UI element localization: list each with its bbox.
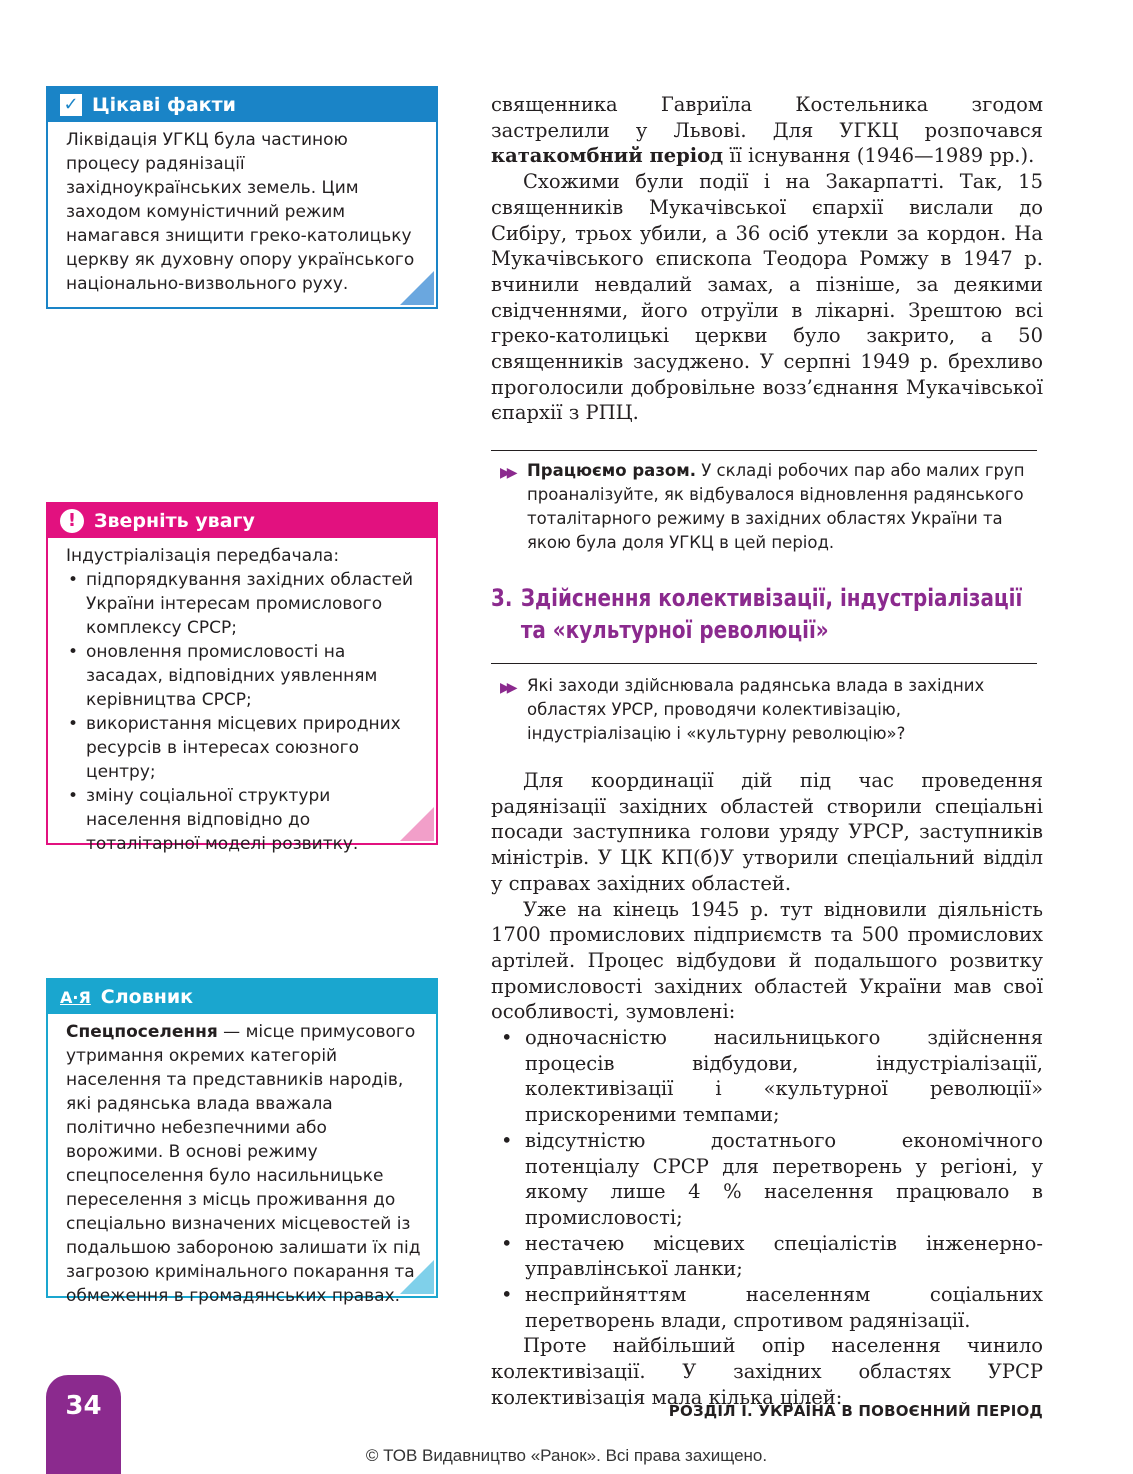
glossary-title: Словник <box>100 986 194 1008</box>
paragraph: священника Гавриїла Костельника згодом застрелили у Львові. Для УГКЦ розпочався катакомбний період її існування (1946—1989 рр.). <box>491 93 1043 168</box>
group-task <box>500 459 1040 555</box>
list-item: • використання місцевих природних ресурсів в інтересах союзного центру; <box>66 712 422 784</box>
list-item: • відсутністю достатнього економічного потенціалу СРСР для перетворень у регіоні, у якому лише 4 % населення працювало в промисловості; <box>491 1128 1043 1231</box>
double-arrow-icon: ▶▶ <box>500 680 514 696</box>
list-item: • одночасністю насильницького здійснення процесів відбудови, індустріалізації, колективізації і «культурної революції» прискореними темпами; <box>491 1025 1043 1128</box>
interesting-facts-text: Ліквідація УГКЦ була частиною процесу радянізації західноукраїнських земель. Цим заходом комуністичний режим намагався знищити греко-католицьку церкву як духовну опору українського національно-визвольного руху. <box>66 130 415 294</box>
bold-term: катакомбний період <box>491 144 724 168</box>
features-list <box>491 1025 1043 1333</box>
check-icon: ✓ <box>60 94 82 116</box>
section-title-line1: Здійснення колективізації, індустріалізації <box>520 584 1023 612</box>
section-number: 3. <box>491 584 513 612</box>
divider <box>491 450 1037 451</box>
main-text-bottom <box>491 768 1043 1411</box>
glossary-definition: — місце примусового утримання окремих категорій населення та представників народів, які радянська влада вважала політично небезпечними або ворожими. В основі режиму спецпоселення було насильницьке переселення з місць проживання до спеціально визначених місцевостей із подальшою забороною залишати їх під загрозою кримінального покарання та обмеження в громадянських правах. <box>66 1022 421 1306</box>
attention-title: Зверніть увагу <box>94 510 255 532</box>
section-title-line2: та «культурної революції» <box>520 616 829 644</box>
glossary-header <box>48 980 436 1014</box>
corner-triangle-decoration <box>400 807 434 841</box>
corner-triangle-decoration <box>400 1260 434 1294</box>
glossary-box <box>46 978 438 1306</box>
interesting-facts-header <box>48 88 436 122</box>
double-arrow-icon: ▶▶ <box>500 465 514 481</box>
glossary-entry <box>66 1020 422 1308</box>
paragraph: Схожими були події і на Закарпатті. Так, 15 священників Мукачівської єпархії вислали до Сибіру, трьох убили, а 36 осіб утекли за кордон. На Мукачівського єпископа Теодора Ромжу в 1947 р. вчинили невдалий замах, а пізніше, за деякими свідченнями, його отруїли в лікарні. Зрештою всі греко-католицькі церкви було закрито, а 50 священників засуджено. У серпні 1949 р. брехливо проголосили добровільне возз’єднання Мукачівської єпархії з РПЦ. <box>491 170 1043 425</box>
list-item: • нестачею місцевих спеціалістів інженерно-управлінської ланки; <box>491 1231 1043 1282</box>
main-text-top <box>491 92 1043 426</box>
list-item: • оновлення промисловості на засадах, відповідних уявленням керівництва СРСР; <box>66 640 422 712</box>
paragraph: Для координації дій під час проведення радянізації західних областей створили спеціальні посади заступника голови уряду УРСР, заступників міністрів. У ЦК КП(б)У утворили спеціальний відділ у справах західних областей. <box>491 769 1043 895</box>
divider <box>491 663 1037 664</box>
task-label: Працюємо разом. <box>527 461 696 480</box>
exclamation-icon: ! <box>60 509 84 533</box>
page-number: 34 <box>46 1375 121 1474</box>
list-item: • несприйняттям населенням соціальних перетворень влади, спротивом радянізації. <box>491 1282 1043 1333</box>
attention-list <box>66 568 422 856</box>
glossary-term: Спецпоселення <box>66 1022 218 1042</box>
paragraph: Уже на кінець 1945 р. тут відновили діяльність 1700 промислових підприємств та 500 промислових артілей. Процес відбудови й подальшого розвитку промисловості західних областей України мав свої особливості, зумовлені: <box>491 897 1043 1024</box>
question-text: Які заходи здійснювала радянська влада в західних областях УРСР, проводячи колективізацію, індустріалізацію і «культурну революцію»? <box>527 676 985 743</box>
attention-header <box>48 504 436 538</box>
list-item: • зміну соціальної структури населення відповідно до тоталітарної моделі розвитку. <box>66 784 422 856</box>
list-item: • підпорядкування західних областей України інтересам промислового комплексу СРСР; <box>66 568 422 640</box>
corner-triangle-decoration <box>400 271 434 305</box>
paragraph: Проте найбільший опір населення чинило колективізації. У західних областях УРСР колективізація мала кілька цілей: <box>491 1334 1043 1409</box>
task-text: У складі робочих пар або малих груп проаналізуйте, як відбувалося відновлення радянського тоталітарного режиму в західних областях України та якою була доля УГКЦ в цей період. <box>527 461 1025 552</box>
section-heading <box>491 582 1051 646</box>
attention-box <box>46 502 438 854</box>
copyright-notice: © ТОВ Видавництво «Ранок». Всі права захищено. <box>365 1446 768 1465</box>
dictionary-icon: А·Я <box>60 987 91 1007</box>
attention-intro: Індустріалізація передбачала: <box>66 546 340 566</box>
interesting-facts-title: Цікаві факти <box>92 94 236 116</box>
section-question <box>500 674 1040 746</box>
interesting-facts-box <box>46 86 438 309</box>
running-section-title: РОЗДІЛ І. УКРАЇНА В ПОВОЄННИЙ ПЕРІОД <box>668 1402 1043 1420</box>
